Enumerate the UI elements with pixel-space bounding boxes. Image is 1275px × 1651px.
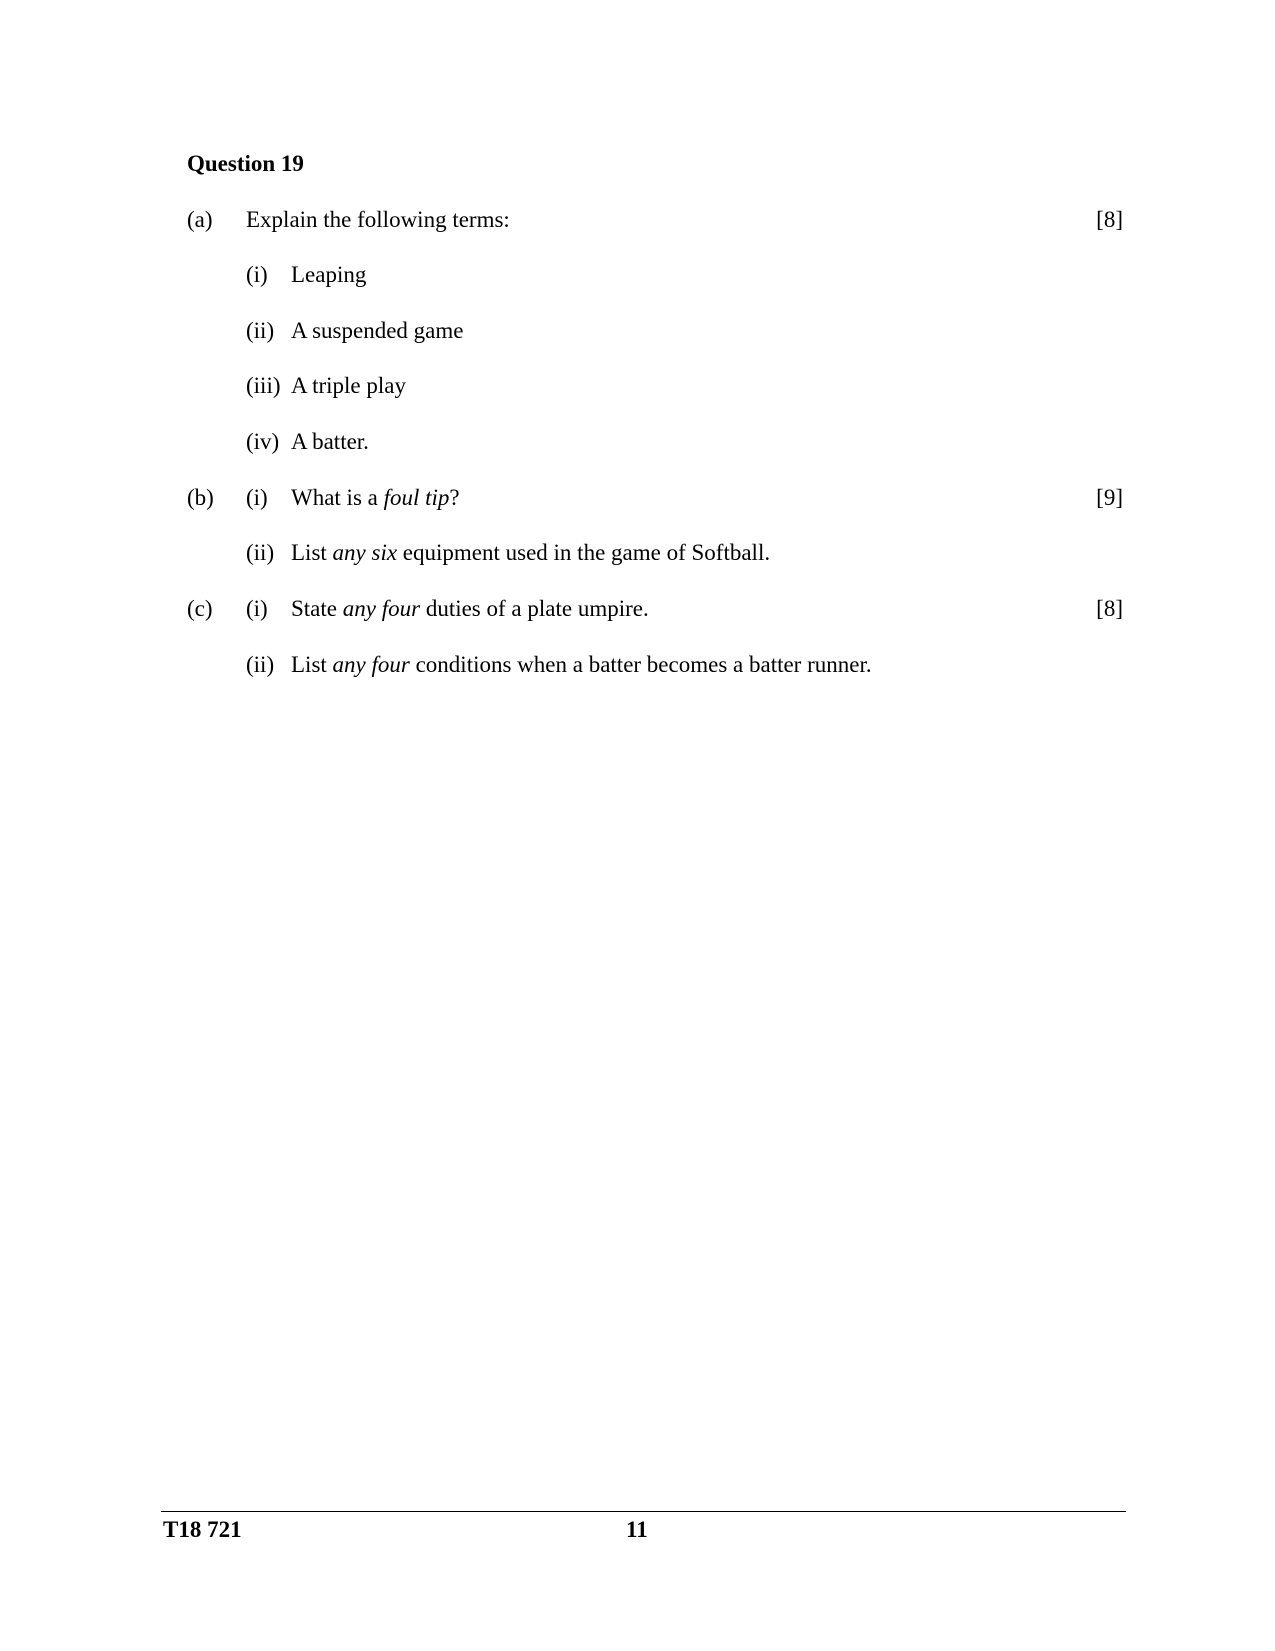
part-b-item-2-label: (ii)	[246, 540, 275, 565]
part-a-item-3-text: A triple play	[291, 373, 406, 398]
part-a-item-1-label: (i)	[246, 262, 268, 287]
part-c-marks: [8]	[1096, 596, 1123, 621]
part-c-item-2-label: (ii)	[246, 652, 275, 677]
page-number: 11	[626, 1517, 648, 1542]
part-a-marks: [8]	[1096, 207, 1123, 232]
part-c-item-1-text: State any four duties of a plate umpire.	[291, 596, 649, 621]
part-b-item-2-text: List any six equipment used in the game of Softball.	[291, 540, 771, 565]
part-b-item-1-label: (i)	[246, 485, 268, 510]
question-title: Question 19	[187, 151, 304, 176]
part-a-item-4-text: A batter.	[291, 429, 369, 454]
part-a-item-2-label: (ii)	[246, 318, 275, 343]
footer-rule	[161, 1511, 1126, 1512]
part-b-item-1-text: What is a foul tip?	[291, 485, 460, 510]
part-a-item-2-text: A suspended game	[291, 318, 464, 343]
part-a-item-3-label: (iii)	[246, 373, 281, 398]
part-a-item-1-text: Leaping	[291, 262, 367, 287]
part-c-item-2-text: List any four conditions when a batter becomes a batter runner.	[291, 652, 872, 677]
part-a-label: (a)	[187, 207, 213, 232]
part-c-label: (c)	[187, 596, 213, 621]
part-a-item-4-label: (iv)	[246, 429, 280, 454]
part-a-text: Explain the following terms:	[246, 207, 510, 232]
part-b-label: (b)	[187, 485, 214, 510]
part-c-item-1-label: (i)	[246, 596, 268, 621]
part-b-marks: [9]	[1096, 485, 1123, 510]
footer-code: T18 721	[163, 1517, 242, 1542]
